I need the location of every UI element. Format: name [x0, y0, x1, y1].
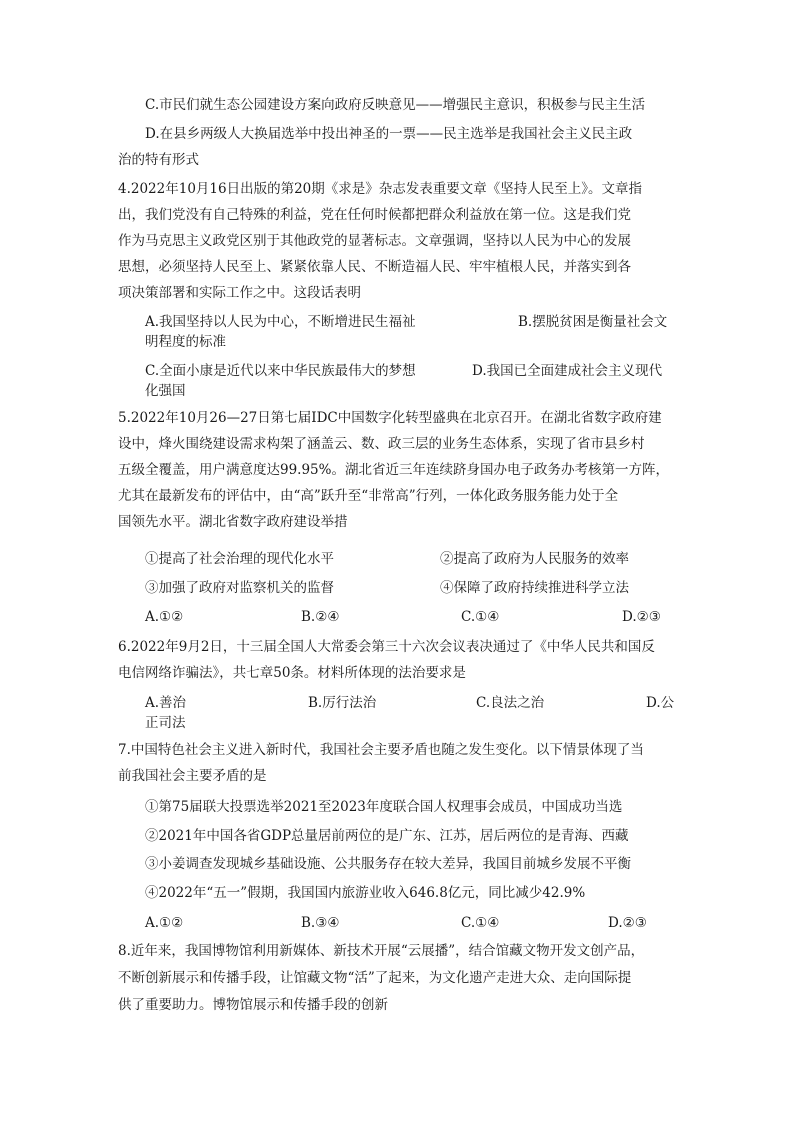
q5-stem-line: 五级全覆盖，用户满意度达99.95%。湖北省近三年连续跻身国办电子政务办考核第一方阵， [118, 462, 669, 478]
q5-stem-line: 设中，烽火围绕建设需求构架了涵盖云、数、政三层的业务生态体系，实现了省市县乡村 [118, 436, 645, 452]
q7-choice-b: B.③④ [301, 915, 340, 931]
q5-stem-line: 尤其在最新发布的评估中，由“高”跃升至“非常高”行列，一体化政务服务能力处于全 [118, 488, 619, 504]
q4-stem-line: 出，我们党没有自己特殊的利益，党在任何时候都把群众利益放在第一位。这是我们党 [118, 207, 631, 223]
q3-option-c: C.市民们就生态公园建设方案向政府反映意见——增强民主意识，积极参与民主生活 [145, 97, 646, 113]
q6-choice-a: A.善治 [145, 695, 187, 711]
q5-stem-line: 国领先水平。湖北省数字政府建设举措 [118, 514, 348, 530]
q6-choice-d: D.公 [646, 695, 675, 711]
q5-choice-a: A.①② [145, 609, 184, 625]
q5-item: ①提高了社会治理的现代化水平 [145, 551, 334, 567]
q6-stem-line: 6.2022年9月2日，十三届全国人大常委会第三十六次会议表决通过了《中华人民共和国反 [118, 639, 655, 655]
q4-option-c-line2: 化强国 [145, 383, 186, 399]
q6-choice-b: B.厉行法治 [308, 695, 377, 711]
q6-choice-c: C.良法之治 [476, 695, 545, 711]
q5-item: ③加强了政府对监察机关的监督 [145, 580, 334, 596]
q4-option-d-line1: D.我国已全面建成社会主义现代 [472, 363, 663, 379]
q4-stem-line: 项决策部署和实际工作之中。这段话表明 [118, 285, 361, 301]
q7-item: ②2021年中国各省GDP总量居前两位的是广东、江苏，居后两位的是青海、西藏 [145, 828, 629, 844]
q8-stem-line: 供了重要助力。博物馆展示和传播手段的创新 [118, 997, 388, 1013]
q5-item: ④保障了政府持续推进科学立法 [440, 580, 629, 596]
q4-stem-line: 思想，必须坚持人民至上、紧紧依靠人民、不断造福人民、牢牢植根人民，并落实到各 [118, 259, 631, 275]
q5-item: ②提高了政府为人民服务的效率 [440, 551, 629, 567]
q7-choice-a: A.①② [145, 915, 184, 931]
q5-choice-c: C.①④ [461, 609, 500, 625]
q7-item: ③小姜调查发现城乡基础设施、公共服务存在较大差异，我国目前城乡发展不平衡 [145, 856, 631, 872]
q5-choice-d: D.②③ [622, 609, 661, 625]
q4-option-b-line2: 明程度的标准 [145, 334, 226, 350]
q6-stem-line: 电信网络诈骗法》，共七章50条。材料所体现的法治要求是 [118, 665, 466, 681]
q7-choice-c: C.①④ [461, 915, 500, 931]
q7-item: ①第75届联大投票选举2021至2023年度联合国人权理事会成员，中国成功当选 [145, 799, 623, 815]
q7-item: ④2022年“五一”假期，我国国内旅游业收入646.8亿元，同比减少42.9% [145, 885, 586, 901]
q4-option-c-line1: C.全面小康是近代以来中华民族最伟大的梦想 [145, 363, 416, 379]
q4-stem-line: 作为马克思主义政党区别于其他政党的显著标志。文章强调，坚持以人民为中心的发展 [118, 233, 631, 249]
q7-choice-d: D.②③ [608, 915, 647, 931]
q6-choice-d-cont: 正司法 [145, 715, 186, 731]
q4-option-b-line1: B.摆脱贫困是衡量社会文 [518, 314, 668, 330]
q5-stem-line: 5.2022年10月26—27日第七届IDC中国数字化转型盛典在北京召开。在湖北省数字政府建 [118, 410, 662, 426]
q7-stem-line: 7.中国特色社会主义进入新时代，我国社会主要矛盾也随之发生变化。以下情景体现了当 [118, 742, 644, 758]
q4-option-a: A.我国坚持以人民为中心，不断增进民生福祉 [145, 314, 416, 330]
q8-stem-line: 不断创新展示和传播手段，让馆藏文物“活”了起来，为文化遗产走进大众、走向国际提 [118, 970, 632, 986]
q5-choice-b: B.②④ [301, 609, 340, 625]
q7-stem-line: 前我国社会主要矛盾的是 [118, 768, 267, 784]
q4-stem-line: 4.2022年10月16日出版的第20期《求是》杂志发表重要文章《坚持人民至上》。文章指 [118, 181, 643, 197]
q3-option-d-line2: 治的特有形式 [118, 152, 199, 168]
q8-stem-line: 8.近年来，我国博物馆利用新媒体、新技术开展“云展播”，结合馆藏文物开发文创产品， [118, 943, 645, 959]
q3-option-d-line1: D.在县乡两级人大换届选举中投出神圣的一票——民主选举是我国社会主义民主政 [145, 126, 633, 142]
